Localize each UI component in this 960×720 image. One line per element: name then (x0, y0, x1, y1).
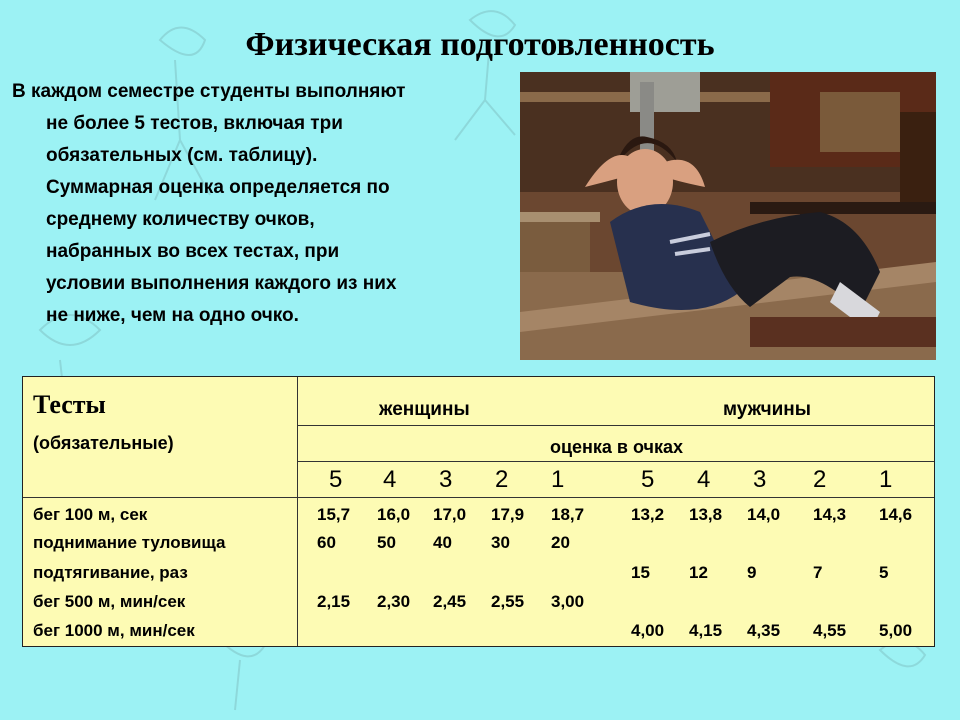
women-value-cell: 60 (317, 533, 336, 552)
table-row-divider (298, 425, 934, 426)
women-column-header: женщины (379, 399, 470, 420)
intro-line: не ниже, чем на одно очко. (46, 305, 299, 326)
points-men-3: 3 (753, 466, 767, 493)
men-column-header: мужчины (723, 399, 812, 420)
men-value-cell: 12 (689, 563, 708, 582)
intro-line: Суммарная оценка определяется по (46, 177, 390, 198)
men-value-cell: 7 (813, 563, 823, 582)
women-value-cell: 2,30 (377, 592, 411, 611)
table-row-label: бег 100 м, сек (33, 505, 148, 524)
points-men-5: 1 (879, 466, 893, 493)
intro-text (12, 76, 512, 332)
women-value-cell: 20 (551, 533, 570, 552)
intro-line: условии выполнения каждого из них (46, 273, 397, 294)
intro-body (12, 108, 512, 332)
men-value-cell: 4,00 (631, 621, 665, 640)
woman-doing-sit-ups-photo (520, 72, 936, 360)
table-row-label: бег 500 м, мин/сек (33, 592, 186, 611)
men-value-cell: 13,8 (689, 505, 723, 524)
intro-first-line: В каждом семестре студенты выполняют (12, 81, 406, 102)
table-column-divider (297, 377, 298, 646)
women-value-cell: 30 (491, 533, 510, 552)
sit-ups-photo (520, 72, 936, 360)
page-title: Физическая подготовленность (245, 26, 715, 63)
women-value-cell: 2,15 (317, 592, 351, 611)
intro-line: обязательных (см. таблицу). (46, 145, 318, 166)
men-value-cell: 15 (631, 563, 650, 582)
intro-line: среднему количеству очков, (46, 209, 315, 230)
men-value-cell: 13,2 (631, 505, 665, 524)
points-women-1: 5 (329, 466, 343, 493)
men-value-cell: 4,35 (747, 621, 781, 640)
women-value-cell: 15,7 (317, 505, 351, 524)
table-row-label: подтягивание, раз (33, 563, 188, 582)
table-header-subtitle: (обязательные) (33, 433, 174, 453)
women-value-cell: 17,0 (433, 505, 467, 524)
score-header: оценка в очках (549, 437, 684, 457)
women-value-cell: 16,0 (377, 505, 411, 524)
table-row-label: поднимание туловища (33, 533, 226, 552)
table-header-divider (23, 497, 934, 498)
women-value-cell: 17,9 (491, 505, 525, 524)
points-women-3: 3 (439, 466, 453, 493)
women-value-cell: 2,45 (433, 592, 467, 611)
points-men-4: 2 (813, 466, 827, 493)
men-value-cell: 4,15 (689, 621, 723, 640)
men-value-cell: 9 (747, 563, 757, 582)
table-row-divider (298, 461, 934, 462)
women-value-cell: 40 (433, 533, 452, 552)
men-value-cell: 14,3 (813, 505, 847, 524)
points-men-2: 4 (697, 466, 711, 493)
men-value-cell: 14,6 (879, 505, 913, 524)
women-value-cell: 18,7 (551, 505, 585, 524)
intro-line: не более 5 тестов, включая три (46, 113, 343, 134)
table-header-title: Тесты (33, 390, 106, 419)
points-men-1: 5 (641, 466, 655, 493)
women-value-cell: 50 (377, 533, 396, 552)
men-value-cell: 5 (879, 563, 889, 582)
tests-table (22, 376, 935, 647)
intro-line: набранных во всех тестах, при (46, 241, 340, 262)
men-value-cell: 14,0 (747, 505, 781, 524)
table-row-label: бег 1000 м, мин/сек (33, 621, 195, 640)
men-value-cell: 5,00 (879, 621, 913, 640)
points-women-4: 2 (495, 466, 509, 493)
points-women-5: 1 (551, 466, 565, 493)
points-women-2: 4 (383, 466, 397, 493)
women-value-cell: 3,00 (551, 592, 585, 611)
men-value-cell: 4,55 (813, 621, 847, 640)
women-value-cell: 2,55 (491, 592, 525, 611)
